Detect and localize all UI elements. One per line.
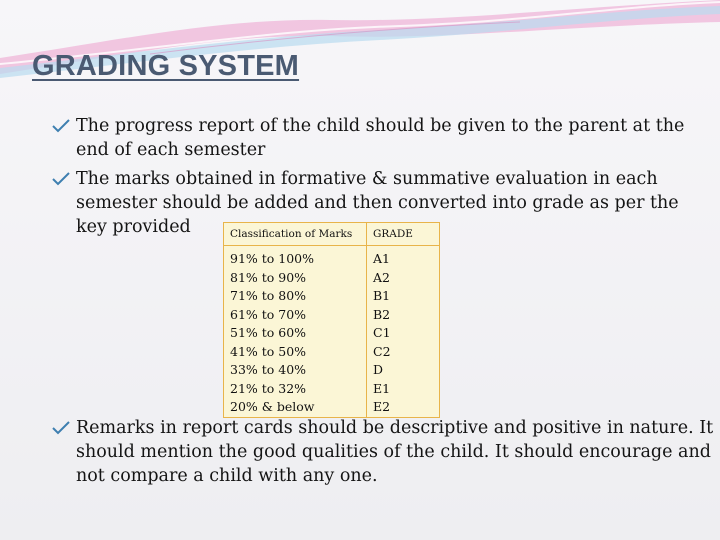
marks-range: 81% to 90% <box>224 269 367 288</box>
bullet-text: Remarks in report cards should be descriptive and positive in nature. It should mention the good qualities of the child. It should encourage and not compare a child with any one. <box>76 418 714 486</box>
bullet-item <box>48 114 716 162</box>
grade-value: A2 <box>367 269 440 288</box>
table-row <box>224 380 440 399</box>
check-mark-icon <box>52 172 70 186</box>
grade-value: D <box>367 361 440 380</box>
bullet-text-tail: key provided <box>76 217 191 237</box>
bullet-text: The marks obtained in formative & summative evaluation in each semester should be added and then converted into grade as per the <box>76 169 679 213</box>
table-row <box>224 269 440 288</box>
marks-range: 21% to 32% <box>224 380 367 399</box>
marks-range: 20% & below <box>224 398 367 417</box>
bullet-item <box>48 416 716 488</box>
slide-title: GRADING SYSTEM <box>32 50 300 82</box>
table-header-row <box>224 223 440 246</box>
table-row <box>224 324 440 343</box>
grade-value: A1 <box>367 246 440 269</box>
grade-table <box>223 222 440 418</box>
bullet-text: The progress report of the child should be given to the parent at the end of each semester <box>76 116 685 160</box>
table-row <box>224 287 440 306</box>
grade-value: E1 <box>367 380 440 399</box>
marks-range: 33% to 40% <box>224 361 367 380</box>
grade-value: C1 <box>367 324 440 343</box>
check-mark-icon <box>52 119 70 133</box>
marks-range: 41% to 50% <box>224 343 367 362</box>
table-row <box>224 398 440 417</box>
table-row <box>224 246 440 269</box>
header-grade: GRADE <box>367 223 440 246</box>
marks-range: 91% to 100% <box>224 246 367 269</box>
check-mark-icon <box>52 421 70 435</box>
grade-value: C2 <box>367 343 440 362</box>
marks-range: 61% to 70% <box>224 306 367 325</box>
grade-value: B1 <box>367 287 440 306</box>
table-row <box>224 361 440 380</box>
table-row <box>224 306 440 325</box>
table-row <box>224 343 440 362</box>
grade-value: E2 <box>367 398 440 417</box>
grade-value: B2 <box>367 306 440 325</box>
marks-range: 51% to 60% <box>224 324 367 343</box>
header-classification: Classification of Marks <box>224 223 367 246</box>
marks-range: 71% to 80% <box>224 287 367 306</box>
